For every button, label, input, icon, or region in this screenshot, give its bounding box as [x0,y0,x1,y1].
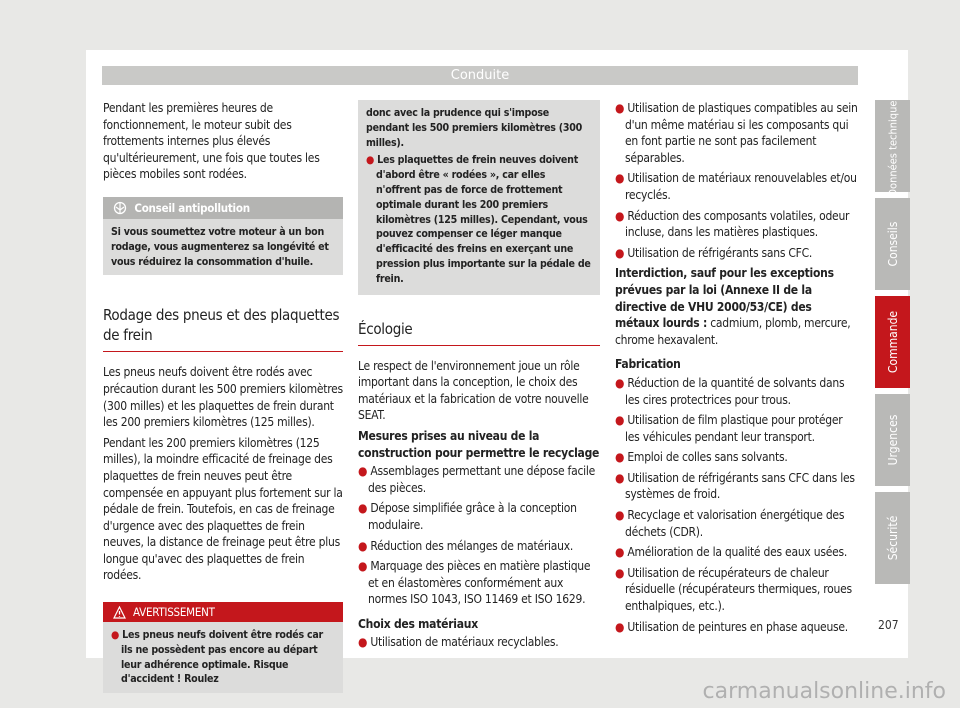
page-number: 207 [878,618,899,632]
tab-conseils[interactable]: Conseils [875,198,910,290]
warning-box-continued [358,100,600,295]
list-item: ● Assemblages permettant une dépose facile des pièces. [358,464,596,495]
subheading-fabrication: Fabrication [615,357,681,372]
subheading-materiaux: Choix des matériaux [358,616,478,631]
leaf-icon [113,201,127,215]
list-item: ● Réduction des composants volatiles, odeur incluse, dans les matières plastiques. [615,208,850,240]
warning-item: ● Les plaquettes de frein neuves doivent d'abord être « rodées », car elles n'offrent pas de force de frottement optimale durant les 200 premiers kilomètres (125 milles). Cependant, vous pouvez compenser ce léger manque d'efficacité des freins en exerçant une pression plus importante sur la pédale de frein. [366,154,591,285]
rodage-paragraph-1: Les pneus neufs doivent être rodés avec précaution durant les 500 premiers kilomètres (300 milles) et les plaquettes de frein durant les 200 premiers kilomètres (125 milles). [103,365,343,430]
section-title-ecologie: Écologie [358,319,600,346]
intro-paragraph: Pendant les premières heures de fonctionnement, le moteur subit des frottements internes plus élevés qu'ultérieurement, une fois que toutes les pièces mobiles sont rodées. [103,101,320,182]
list-item: ● Utilisation de film plastique pour protéger les véhicules pendant leur transport. [615,413,843,444]
bullet-icon: ● [358,559,368,574]
warning-item: ● Les pneus neufs doivent être rodés car ils ne possèdent pas encore au départ leur adhérence optimale. Risque d'accident ! Roulez [111,629,324,686]
list-item: ● Réduction de la quantité de solvants dans les cires protectrices pour trous. [615,375,845,407]
ecologie-paragraph: Le respect de l'environnement joue un rôle important dans la conception, le choix des matériaux et la fabrication de votre nouvelle SEAT. [358,358,589,423]
list-item: ● Utilisation de réfrigérants sans CFC. [615,245,813,260]
bullet-icon: ● [366,154,375,167]
bullet-icon: ● [615,470,625,485]
list-item: ● Recyclage et valorisation énergétique des déchets (CDR). [615,508,845,539]
watermark: carmanualsonline.info [702,679,946,704]
list-item: ● Marquage des pièces en matière plastique et en élastomères conformément aux normes ISO 1043, ISO 11469 et ISO 1629. [358,559,591,607]
bullet-icon: ● [615,375,625,390]
list-item: ● Réduction des mélanges de matériaux. [358,538,574,553]
bullet-icon: ● [358,635,368,650]
list-item: ● Utilisation de plastiques compatibles au sein d'un même matériau si les composants qui en font partie ne sont pas facilement séparables. [615,101,858,165]
bullet-icon: ● [615,245,625,260]
tab-securite[interactable]: Sécurité [875,492,910,584]
heavy-metals-paragraph: Interdiction, sauf pour les exceptions prévues par la loi (Annexe II de la directive de VHU 2000/53/CE) des métaux lourds : cadmium, plomb, mercure, chrome hexavalent. [615,266,851,347]
warning-triangle-icon [113,605,126,619]
bullet-icon: ● [358,538,368,553]
page-header: Conduite [102,66,858,85]
list-item: ● Utilisation de matériaux recyclables. [358,635,559,650]
rodage-paragraph-2: Pendant les 200 premiers kilomètres (125 milles), la moindre efficacité de freinage des plaquettes de frein neuves peut être compensée en appuyant plus fortement sur la pédale de frein. Toutefois, en cas de freinage d'urgence avec des plaquettes de frein neuves, la distance de freinage peut être plus longue qu'avec des plaquettes de frein rodées. [103,435,343,583]
bullet-icon: ● [615,413,625,428]
list-item: ● Utilisation de récupérateurs de chaleur résiduelle (récupérateurs thermiques, roues enthalpiques, etc.). [615,565,852,614]
warning-header [103,602,343,622]
warning-box [103,602,343,693]
bullet-icon: ● [615,545,625,560]
environment-tip-box [103,197,343,275]
environment-tip-title: Conseil antipollution [134,200,250,215]
tab-donnees-techniques[interactable]: Données techniques [875,100,910,192]
tab-commande[interactable]: Commande [875,296,910,388]
list-item: ● Dépose simplifiée grâce à la conception modulaire. [358,501,577,532]
list-item: ● Amélioration de la qualité des eaux usées. [615,545,848,560]
subheading-construction: Mesures prises au niveau de la construction pour permettre le recyclage [358,428,600,460]
list-item: ● Utilisation de matériaux renouvelables et/ou recyclés. [615,171,857,202]
bullet-icon: ● [615,208,625,223]
bullet-icon: ● [358,501,368,516]
warning-body [103,622,343,693]
list-item: ● Utilisation de peintures en phase aqueuse. [615,619,848,634]
list-item: ● Emploi de colles sans solvants. [615,450,788,465]
tab-urgences[interactable]: Urgences [875,394,910,486]
bullet-icon: ● [111,629,120,642]
warning-continued-text: donc avec la prudence qui s'impose pendant les 500 premiers kilomètres (300 milles). [366,107,583,149]
bullet-icon: ● [615,171,625,186]
bullet-icon: ● [615,101,625,115]
bullet-icon: ● [615,450,625,465]
bullet-icon: ● [615,508,625,523]
section-title-rodage: Rodage des pneus et des plaquettes de frein [103,305,343,352]
environment-tip-header [103,197,343,219]
environment-tip-body: Si vous soumettez votre moteur à un bon rodage, vous augmenterez sa longévité et vous réduirez la consommation d'huile. [111,225,329,268]
bullet-icon: ● [615,565,625,580]
warning-title: AVERTISSEMENT [133,605,215,620]
column-3 [615,100,858,639]
bullet-icon: ● [358,464,368,479]
list-item: ● Utilisation de réfrigérants sans CFC dans les systèmes de froid. [615,470,855,502]
bullet-icon: ● [615,619,625,634]
column-1 [103,100,343,693]
column-2 [358,100,600,655]
